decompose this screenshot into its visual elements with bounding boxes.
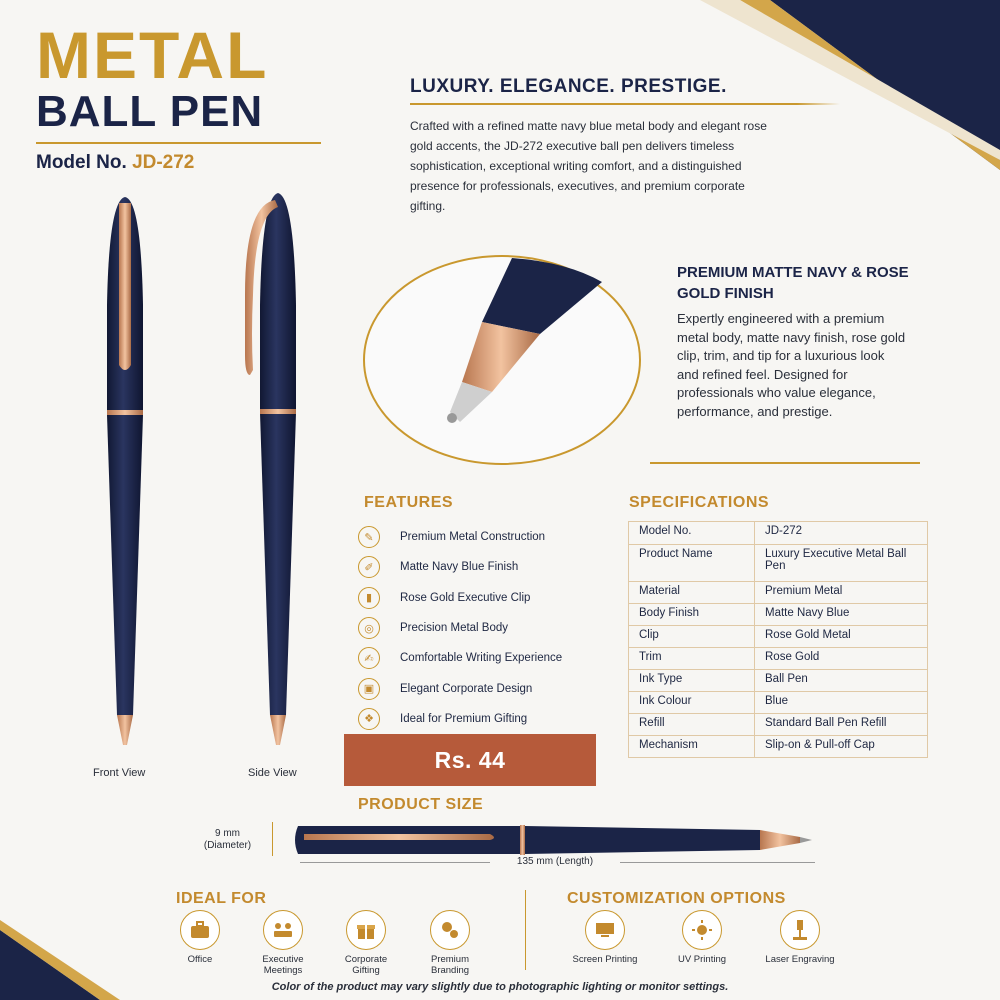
laser-icon [780, 910, 820, 950]
specifications-table [628, 521, 928, 758]
table-row: Clip Rose Gold Metal [629, 626, 928, 648]
horizontal-pen-illustration [290, 822, 820, 858]
features-list [358, 522, 628, 734]
section-divider [525, 890, 526, 970]
intro-paragraph: Crafted with a refined matte navy blue metal body and elegant rose gold accents, the JD-272 executive ball pen delivers timeless sophistication, exceptional writing comfort, and a distinguished presence for professionals, executives, and premium corporate gifting. [410, 119, 767, 213]
table-row: Model No. JD-272 [629, 522, 928, 545]
monitor-icon [585, 910, 625, 950]
title-metal: METAL [36, 18, 269, 92]
headline-rule [410, 103, 840, 105]
clip-icon: ▮ [358, 587, 380, 609]
table-row: Refill Standard Ball Pen Refill [629, 714, 928, 736]
title-ball-pen: BALL PEN [36, 87, 264, 136]
briefcase-icon [180, 910, 220, 950]
feature-item: ✎ Premium Metal Construction [358, 522, 628, 552]
length-label: 135 mm (Length) [516, 856, 594, 867]
length-line-right [620, 862, 815, 863]
ideal-for-corporate-gifting: Corporate Gifting [326, 910, 406, 976]
model-number [36, 152, 194, 174]
ideal-for-heading: IDEAL FOR [176, 890, 267, 907]
feature-item: ✐ Matte Navy Blue Finish [358, 552, 628, 582]
cylinder-icon: ◎ [358, 617, 380, 639]
product-size-heading: PRODUCT SIZE [358, 796, 484, 813]
table-row: Ink Colour Blue [629, 692, 928, 714]
feature-item: ▮ Rose Gold Executive Clip [358, 583, 628, 613]
specifications-heading: SPECIFICATIONS [629, 494, 770, 511]
ideal-for-office: Office [160, 910, 240, 965]
tip-closeup-illustration [362, 252, 652, 467]
model-value: JD-272 [132, 152, 195, 173]
diameter-label: 9 mm (Diameter) [203, 828, 252, 851]
brush-icon: ✐ [358, 556, 380, 578]
gift-icon: ❖ [358, 708, 380, 730]
feature-item: ◎ Precision Metal Body [358, 613, 628, 643]
model-label: Model No. [36, 152, 127, 173]
custom-screen-printing: Screen Printing [565, 910, 645, 965]
title-underline [36, 142, 321, 144]
pen-icon: ✎ [358, 526, 380, 548]
ideal-for-premium-branding: Premium Branding [410, 910, 490, 976]
side-view-pen [245, 193, 296, 745]
features-heading: FEATURES [364, 494, 454, 511]
branding-icon [430, 910, 470, 950]
meeting-icon [263, 910, 303, 950]
table-row: Trim Rose Gold [629, 648, 928, 670]
length-line-left [300, 862, 490, 863]
finish-title: PREMIUM MATTE NAVY & ROSE GOLD FINISH [677, 264, 909, 302]
table-row: Mechanism Slip-on & Pull-off Cap [629, 736, 928, 758]
table-row: Product Name Luxury Executive Metal Ball Pen [629, 545, 928, 582]
sun-icon [682, 910, 722, 950]
table-row: Material Premium Metal [629, 582, 928, 604]
feature-item: ▣ Elegant Corporate Design [358, 673, 628, 703]
table-row: Body Finish Matte Navy Blue [629, 604, 928, 626]
design-icon: ▣ [358, 678, 380, 700]
feature-item: ✍ Comfortable Writing Experience [358, 643, 628, 673]
front-view-pen [107, 197, 143, 745]
footnote: Color of the product may vary slightly due to photographic lighting or monitor settings. [271, 981, 729, 993]
customization-heading: CUSTOMIZATION OPTIONS [567, 890, 786, 907]
custom-laser-engraving: Laser Engraving [760, 910, 840, 965]
feature-item: ❖ Ideal for Premium Gifting [358, 704, 628, 734]
custom-uv-printing: UV Printing [662, 910, 742, 965]
front-view-label: Front View [93, 767, 146, 779]
table-row: Ink Type Ball Pen [629, 670, 928, 692]
headline: LUXURY. ELEGANCE. PRESTIGE. [410, 76, 727, 97]
side-view-label: Side View [248, 767, 297, 779]
diameter-marker [272, 822, 273, 856]
writing-icon: ✍ [358, 647, 380, 669]
price-badge: Rs. 44 [344, 734, 596, 786]
finish-rule [650, 462, 920, 464]
finish-description: Expertly engineered with a premium metal body, matte navy finish, rose gold clip, trim, and tip for a luxurious look and refined feel. Designed for professionals who value elegance, performance, and prestige. [677, 311, 906, 419]
pen-views-illustration [85, 185, 325, 760]
ideal-for-executive-meetings: Executive Meetings [243, 910, 323, 976]
gift-icon [346, 910, 386, 950]
